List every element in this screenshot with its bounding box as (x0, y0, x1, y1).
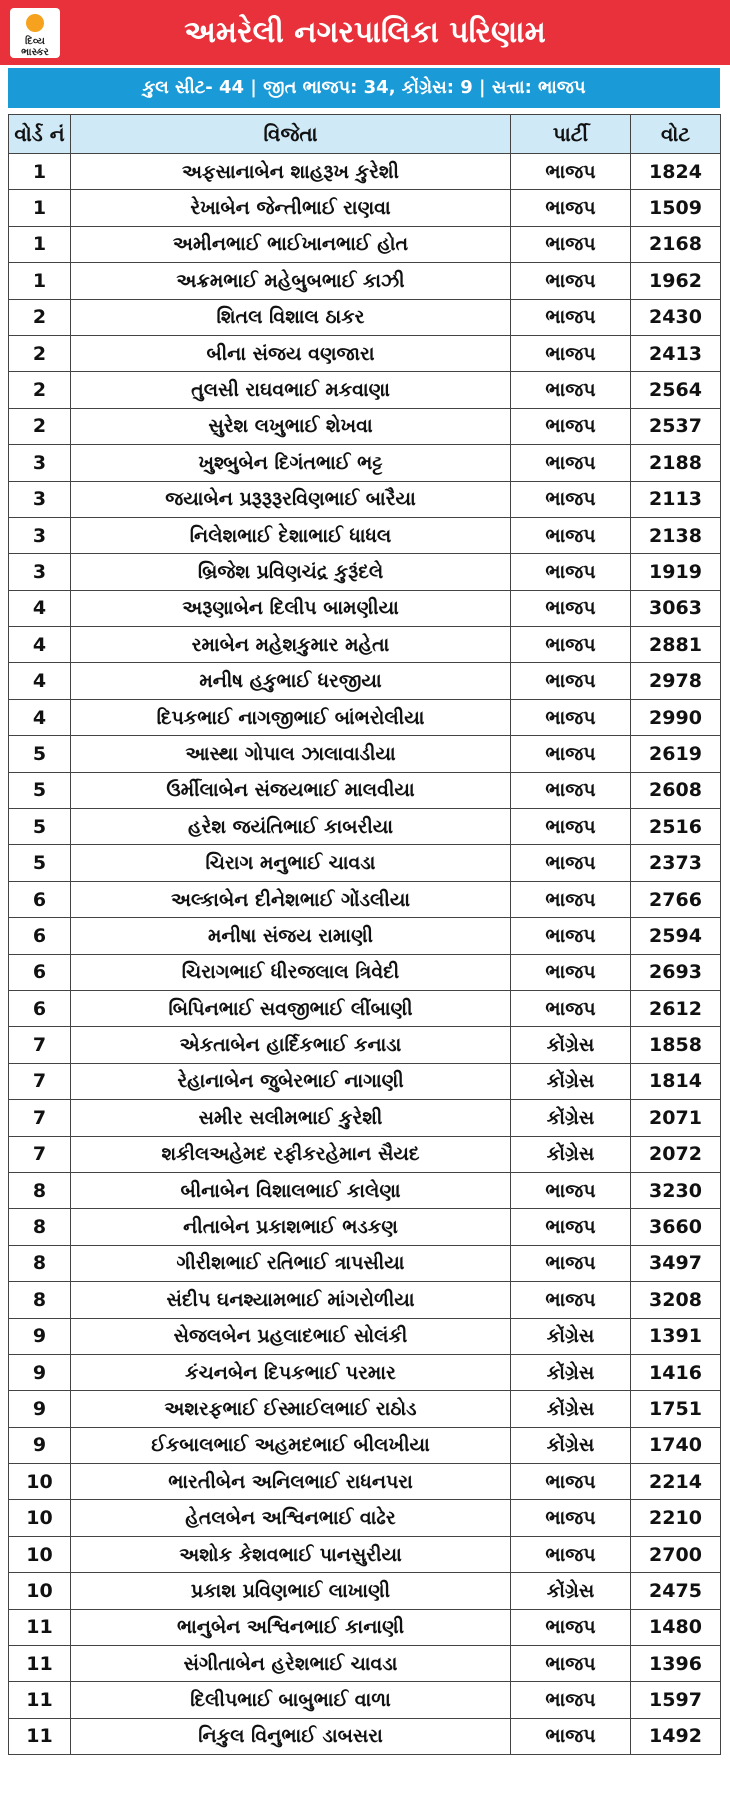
table-row (9, 1464, 721, 1500)
table-row (9, 226, 721, 262)
cell-party: ભાજપ (511, 954, 631, 990)
cell-ward: 5 (9, 772, 71, 808)
cell-winner: ઈકબાલભાઈ અહમદભાઈ બીલખીયા (71, 1427, 511, 1463)
cell-ward: 6 (9, 954, 71, 990)
cell-votes: 2475 (631, 1573, 721, 1609)
cell-winner: શિતલ વિશાલ ઠાકર (71, 299, 511, 335)
cell-party: ભાજપ (511, 517, 631, 553)
cell-party: ભાજપ (511, 1282, 631, 1318)
cell-votes: 3497 (631, 1245, 721, 1281)
cell-ward: 2 (9, 299, 71, 335)
cell-party: ભાજપ (511, 990, 631, 1026)
cell-winner: ચિરાગ મનુભાઈ ચાવડા (71, 845, 511, 881)
cell-ward: 9 (9, 1354, 71, 1390)
header-banner (0, 0, 730, 65)
cell-votes: 1919 (631, 554, 721, 590)
cell-party: ભાજપ (511, 1500, 631, 1536)
cell-winner: મનીષા સંજય રામાણી (71, 918, 511, 954)
cell-winner: હેતલબેન અશ્વિનભાઈ વાઢેર (71, 1500, 511, 1536)
cell-party: ભાજપ (511, 1209, 631, 1245)
cell-winner: બ્રિજેશ પ્રવિણચંદ્ર કુરૂંદલે (71, 554, 511, 590)
table-row (9, 481, 721, 517)
cell-votes: 2978 (631, 663, 721, 699)
table-row (9, 699, 721, 735)
cell-party: ભાજપ (511, 663, 631, 699)
cell-votes: 2766 (631, 881, 721, 917)
table-row (9, 809, 721, 845)
cell-winner: નિકુલ વિનુભાઈ ડાબસરા (71, 1718, 511, 1754)
cell-party: ભાજપ (511, 1609, 631, 1645)
cell-winner: નીતાબેન પ્રકાશભાઈ ભડકણ (71, 1209, 511, 1245)
table-row (9, 1209, 721, 1245)
table-row (9, 408, 721, 444)
cell-winner: એકતાબેન હાર્દિકભાઈ કનાડા (71, 1027, 511, 1063)
cell-ward: 7 (9, 1063, 71, 1099)
table-row (9, 1100, 721, 1136)
cell-ward: 11 (9, 1718, 71, 1754)
cell-votes: 1597 (631, 1682, 721, 1718)
table-row (9, 736, 721, 772)
results-table (8, 114, 721, 1755)
cell-votes: 2608 (631, 772, 721, 808)
cell-votes: 2564 (631, 372, 721, 408)
cell-party: ભાજપ (511, 627, 631, 663)
cell-ward: 9 (9, 1427, 71, 1463)
cell-ward: 2 (9, 335, 71, 371)
table-row (9, 1354, 721, 1390)
cell-party: ભાજપ (511, 590, 631, 626)
cell-winner: સેજલબેન પ્રહલાદભાઈ સોલંકી (71, 1318, 511, 1354)
cell-ward: 3 (9, 481, 71, 517)
cell-winner: દિપકભાઈ નાગજીભાઈ બાંભરોલીયા (71, 699, 511, 735)
table-row (9, 663, 721, 699)
cell-votes: 3230 (631, 1172, 721, 1208)
cell-ward: 5 (9, 845, 71, 881)
cell-ward: 3 (9, 517, 71, 553)
cell-party: કોંગ્રેસ (511, 1100, 631, 1136)
cell-winner: અમીનભાઈ ભાઈખાનભાઈ હોત (71, 226, 511, 262)
cell-winner: સંદીપ ઘનશ્યામભાઈ માંગરોળીયા (71, 1282, 511, 1318)
cell-party: કોંગ્રેસ (511, 1391, 631, 1427)
cell-votes: 3063 (631, 590, 721, 626)
cell-party: ભાજપ (511, 1464, 631, 1500)
cell-ward: 7 (9, 1027, 71, 1063)
cell-party: ભાજપ (511, 263, 631, 299)
cell-ward: 10 (9, 1500, 71, 1536)
table-row (9, 1718, 721, 1754)
cell-ward: 9 (9, 1318, 71, 1354)
table-row (9, 772, 721, 808)
cell-winner: બીનાબેન વિશાલભાઈ કાલેણા (71, 1172, 511, 1208)
cell-winner: ભાનુબેન અશ્વિનભાઈ કાનાણી (71, 1609, 511, 1645)
table-row (9, 1027, 721, 1063)
cell-party: કોંગ્રેસ (511, 1354, 631, 1390)
cell-votes: 1962 (631, 263, 721, 299)
table-row (9, 1391, 721, 1427)
cell-winner: હરેશ જયંતિભાઈ કાબરીયા (71, 809, 511, 845)
table-row (9, 335, 721, 371)
cell-winner: સુરેશ લખુભાઈ શેખવા (71, 408, 511, 444)
cell-ward: 8 (9, 1172, 71, 1208)
table-row (9, 918, 721, 954)
table-row (9, 1318, 721, 1354)
cell-party: ભાજપ (511, 445, 631, 481)
cell-ward: 10 (9, 1573, 71, 1609)
cell-winner: અક્રમભાઈ મહેબુબભાઈ કાઝી (71, 263, 511, 299)
cell-party: ભાજપ (511, 1646, 631, 1682)
cell-votes: 2210 (631, 1500, 721, 1536)
cell-winner: અશોક કેશવભાઈ પાનસુરીયા (71, 1536, 511, 1572)
cell-party: ભાજપ (511, 554, 631, 590)
cell-ward: 6 (9, 918, 71, 954)
cell-party: ભાજપ (511, 845, 631, 881)
cell-votes: 2188 (631, 445, 721, 481)
cell-ward: 9 (9, 1391, 71, 1427)
cell-votes: 2071 (631, 1100, 721, 1136)
cell-winner: અશરફભાઈ ઈસ્માઈલભાઈ રાઠોડ (71, 1391, 511, 1427)
cell-party: ભાજપ (511, 299, 631, 335)
cell-winner: કંચનબેન દિપકભાઈ પરમાર (71, 1354, 511, 1390)
table-row (9, 1136, 721, 1172)
cell-votes: 2881 (631, 627, 721, 663)
cell-party: ભાજપ (511, 736, 631, 772)
cell-ward: 1 (9, 190, 71, 226)
cell-winner: રેખાબેન જેન્તીભાઈ રાણવા (71, 190, 511, 226)
cell-votes: 2413 (631, 335, 721, 371)
table-row (9, 263, 721, 299)
cell-winner: દિલીપભાઈ બાબુભાઈ વાળા (71, 1682, 511, 1718)
cell-ward: 11 (9, 1646, 71, 1682)
table-row (9, 517, 721, 553)
cell-ward: 7 (9, 1136, 71, 1172)
cell-ward: 3 (9, 445, 71, 481)
cell-ward: 8 (9, 1282, 71, 1318)
table-row (9, 845, 721, 881)
cell-ward: 8 (9, 1245, 71, 1281)
cell-votes: 1814 (631, 1063, 721, 1099)
cell-votes: 2990 (631, 699, 721, 735)
cell-winner: ખુશ્બુબેન દિગંતભાઈ ભટ્ટ (71, 445, 511, 481)
cell-party: ભાજપ (511, 1682, 631, 1718)
table-row (9, 1063, 721, 1099)
cell-votes: 3660 (631, 1209, 721, 1245)
cell-ward: 7 (9, 1100, 71, 1136)
cell-party: ભાજપ (511, 809, 631, 845)
cell-winner: પ્રકાશ પ્રવિણભાઈ લાખાણી (71, 1573, 511, 1609)
cell-winner: બીના સંજય વણજારા (71, 335, 511, 371)
cell-ward: 5 (9, 809, 71, 845)
cell-winner: રમાબેન મહેશકુમાર મહેતા (71, 627, 511, 663)
cell-winner: નિલેશભાઈ દેશાભાઈ ધાધલ (71, 517, 511, 553)
table-row (9, 1427, 721, 1463)
table-row (9, 554, 721, 590)
cell-winner: ઉર્મીલાબેન સંજયભાઈ માલવીયા (71, 772, 511, 808)
cell-ward: 4 (9, 699, 71, 735)
table-row (9, 1682, 721, 1718)
cell-votes: 1858 (631, 1027, 721, 1063)
cell-party: ભાજપ (511, 408, 631, 444)
cell-votes: 2537 (631, 408, 721, 444)
page-title: અમરેલી નગરપાલિકા પરિણામ (184, 15, 546, 50)
cell-votes: 2168 (631, 226, 721, 262)
table-row (9, 990, 721, 1026)
cell-votes: 1824 (631, 154, 721, 190)
cell-votes: 2693 (631, 954, 721, 990)
cell-votes: 2612 (631, 990, 721, 1026)
table-row (9, 1282, 721, 1318)
cell-ward: 2 (9, 408, 71, 444)
cell-ward: 4 (9, 590, 71, 626)
logo-text: દિવ્ય ભાસ્કર (21, 36, 49, 58)
cell-party: ભાજપ (511, 226, 631, 262)
cell-winner: બિપિનભાઈ સવજીભાઈ લીંબાણી (71, 990, 511, 1026)
cell-ward: 5 (9, 736, 71, 772)
cell-votes: 2072 (631, 1136, 721, 1172)
cell-votes: 1396 (631, 1646, 721, 1682)
cell-party: ભાજપ (511, 372, 631, 408)
cell-party: કોંગ્રેસ (511, 1318, 631, 1354)
column-header-ward: વોર્ડ નં (9, 115, 71, 154)
cell-votes: 1492 (631, 1718, 721, 1754)
table-row (9, 190, 721, 226)
cell-ward: 6 (9, 990, 71, 1026)
cell-winner: સંગીતાબેન હરેશભાઈ ચાવડા (71, 1646, 511, 1682)
cell-votes: 2516 (631, 809, 721, 845)
table-row (9, 1536, 721, 1572)
cell-votes: 1751 (631, 1391, 721, 1427)
cell-winner: શકીલઅહેમદ રફીકરહેમાન સૈયદ (71, 1136, 511, 1172)
cell-party: ભાજપ (511, 772, 631, 808)
cell-ward: 10 (9, 1536, 71, 1572)
cell-winner: અરૂણાબેન દિલીપ બામણીયા (71, 590, 511, 626)
cell-votes: 1391 (631, 1318, 721, 1354)
cell-votes: 1416 (631, 1354, 721, 1390)
cell-party: કોંગ્રેસ (511, 1573, 631, 1609)
cell-party: કોંગ્રેસ (511, 1027, 631, 1063)
table-row (9, 881, 721, 917)
column-header-votes: વોટ (631, 115, 721, 154)
cell-winner: આસ્થા ગોપાલ ઝાલાવાડીયા (71, 736, 511, 772)
cell-winner: અફસાનાબેન શાહરૂખ કુરેશી (71, 154, 511, 190)
cell-ward: 3 (9, 554, 71, 590)
cell-party: ભાજપ (511, 918, 631, 954)
cell-ward: 6 (9, 881, 71, 917)
table-row (9, 1646, 721, 1682)
cell-winner: જયાબેન પ્રરૂરૂરૂરવિણભાઈ બારૈયા (71, 481, 511, 517)
cell-party: ભાજપ (511, 1245, 631, 1281)
cell-ward: 1 (9, 154, 71, 190)
cell-votes: 2594 (631, 918, 721, 954)
cell-ward: 10 (9, 1464, 71, 1500)
table-row (9, 154, 721, 190)
cell-votes: 1509 (631, 190, 721, 226)
cell-winner: તુલસી રાઘવભાઈ મકવાણા (71, 372, 511, 408)
table-header-row (9, 115, 721, 154)
cell-winner: ચિરાગભાઈ ધીરજલાલ ત્રિવેદી (71, 954, 511, 990)
table-row (9, 1245, 721, 1281)
table-row (9, 627, 721, 663)
cell-votes: 2214 (631, 1464, 721, 1500)
cell-winner: મનીષ હકુભાઈ ધરજીયા (71, 663, 511, 699)
cell-winner: રેહાનાબેન જુબેરભાઈ નાગાણી (71, 1063, 511, 1099)
cell-votes: 2619 (631, 736, 721, 772)
cell-votes: 1480 (631, 1609, 721, 1645)
cell-ward: 11 (9, 1682, 71, 1718)
table-row (9, 299, 721, 335)
cell-party: ભાજપ (511, 190, 631, 226)
cell-party: ભાજપ (511, 881, 631, 917)
cell-votes: 1740 (631, 1427, 721, 1463)
table-row (9, 1609, 721, 1645)
cell-winner: સમીર સલીમભાઈ કુરેશી (71, 1100, 511, 1136)
cell-votes: 2430 (631, 299, 721, 335)
cell-ward: 1 (9, 226, 71, 262)
cell-party: ભાજપ (511, 1172, 631, 1208)
cell-votes: 2373 (631, 845, 721, 881)
table-row (9, 1172, 721, 1208)
cell-party: ભાજપ (511, 1718, 631, 1754)
cell-votes: 2113 (631, 481, 721, 517)
cell-ward: 1 (9, 263, 71, 299)
table-row (9, 954, 721, 990)
cell-votes: 3208 (631, 1282, 721, 1318)
table-row (9, 1573, 721, 1609)
table-row (9, 372, 721, 408)
cell-party: કોંગ્રેસ (511, 1427, 631, 1463)
cell-votes: 2138 (631, 517, 721, 553)
cell-ward: 2 (9, 372, 71, 408)
cell-winner: ભારતીબેન અનિલભાઈ રાધનપરા (71, 1464, 511, 1500)
cell-winner: ગીરીશભાઈ રતિભાઈ ત્રાપસીયા (71, 1245, 511, 1281)
cell-winner: અલ્કાબેન દીનેશભાઈ ગોંડલીયા (71, 881, 511, 917)
table-row (9, 1500, 721, 1536)
table-row (9, 445, 721, 481)
cell-party: ભાજપ (511, 699, 631, 735)
cell-party: ભાજપ (511, 481, 631, 517)
cell-votes: 2700 (631, 1536, 721, 1572)
cell-ward: 8 (9, 1209, 71, 1245)
cell-party: કોંગ્રેસ (511, 1136, 631, 1172)
cell-party: ભાજપ (511, 154, 631, 190)
cell-party: કોંગ્રેસ (511, 1063, 631, 1099)
cell-ward: 11 (9, 1609, 71, 1645)
table-row (9, 590, 721, 626)
cell-ward: 4 (9, 663, 71, 699)
cell-party: ભાજપ (511, 335, 631, 371)
cell-ward: 4 (9, 627, 71, 663)
column-header-party: પાર્ટી (511, 115, 631, 154)
summary-bar: કુલ સીટ- 44 | જીત ભાજપ: 34, કોંગ્રેસ: 9 | સત્તા: ભાજપ (8, 68, 720, 108)
column-header-winner: વિજેતા (71, 115, 511, 154)
cell-party: ભાજપ (511, 1536, 631, 1572)
